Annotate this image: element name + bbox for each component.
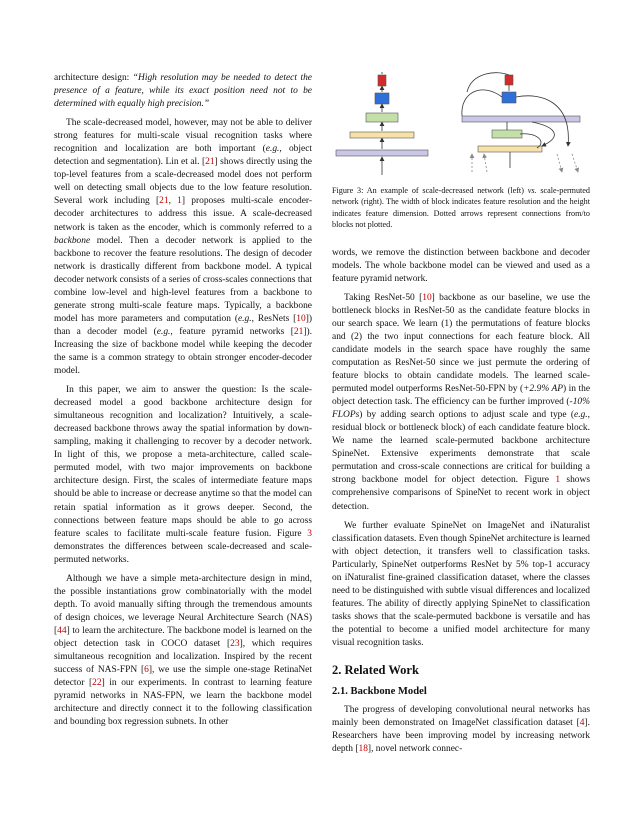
citation-link[interactable]: 21: [205, 157, 215, 168]
block-lavender: [462, 116, 580, 122]
block-green: [366, 113, 398, 122]
paragraph-intro-quote: architecture design: “High resolution may be needed to detect the presence of a feature, while its exact position need not to be determined with equally high precision.”: [54, 73, 312, 110]
citation-link[interactable]: 18: [358, 744, 368, 755]
citation-link[interactable]: 21: [159, 196, 169, 207]
figure-link[interactable]: 3: [307, 528, 312, 539]
block-blue: [502, 92, 516, 103]
left-column: [54, 72, 312, 729]
citation-link[interactable]: 22: [92, 678, 102, 689]
paragraph-scale-decreased: The scale-decreased model, however, may not be able to deliver strong features for multi-scale visual recognition tasks where recognition and localization are both important (e.g., object detection and segmentation). Lin et al. [21] shows directly using the top-level features from a scale-decreased model does not perform well on detecting small objects due to the low feature resolution. Several work including [21, 1] proposes multi-scale encoder-decoder architectures to address this issue. A scale-decreased network is taken as the encoder, which is commonly referred to a backbone model. Then a decoder network is applied to the backbone to recover the feature resolutions. The design of decoder network is drastically different from backbone model. A typical decoder network consists of a series of cross-scales connections that combine low-level and high-level features from a backbone to generate strong multi-scale feature maps. Typically, a backbone model has more parameters and computation (e.g., ResNets [10]) than a decoder model (e.g., feature pyramid networks [21]). Increasing the size of backbone model while keeping the decoder the same is a common strategy to obtain stronger encoder-decoder model.: [54, 118, 313, 377]
citation-link[interactable]: 1: [177, 196, 182, 207]
paragraph-words: words, we remove the distinction between backbone and decoder models. The whole backbone model can be viewed and used as a feature pyramid network.: [332, 247, 590, 284]
subsection-heading-backbone: 2.1. Backbone Model: [332, 686, 427, 698]
network-diagram-svg: [332, 72, 590, 177]
citation-link[interactable]: 21: [293, 326, 304, 337]
block-blue: [375, 93, 389, 104]
block-green: [492, 130, 522, 138]
citation-link[interactable]: 23: [230, 638, 240, 649]
block-red: [378, 75, 386, 86]
scale-permuted-network: [462, 73, 580, 172]
citation-link[interactable]: 4: [579, 718, 585, 729]
paragraph-nas: Although we have a simple meta-architecture design in mind, the possible instantiations grow combinatorially with the model depth. To avoid manually sifting through the tremendous amounts of design choices, we leverage Neural Architecture Search (NAS) [44] to learn the architecture. The backbone model is learned on the object detection task in COCO dataset [23], which requires simultaneous recognition and localization. Inspired by the recent success of NAS-FPN [6], we use the simple one-stage RetinaNet detector [22] in our experiments. In contrast to learning feature pyramid networks in NAS-FPN, we learn the backbone model architecture and directly connect it to the following classification and bounding box regression subnets. In other: [54, 573, 312, 728]
citation-link[interactable]: 6: [144, 665, 149, 676]
paragraph-imagenet: We further evaluate SpineNet on ImageNet and iNaturalist classification datasets. Even though SpineNet architecture is learned with object detection, it transfers well to classification tasks. Particularly, SpineNet outperforms ResNet by 5% top-1 accuracy on iNaturalist fine-grained classification dataset, where the classes need to be distinguished with subtle visual differences and localized features. The ability of directly applying SpineNet to classification tasks shows that the scale-permuted backbone is versatile and has the potential to become a unified model architecture for many visual recognition tasks.: [332, 520, 590, 648]
block-lavender: [336, 150, 428, 156]
block-yellow: [478, 146, 542, 152]
right-column: [332, 72, 590, 756]
figure-link[interactable]: 1: [555, 475, 561, 486]
section-heading-related-work: 2. Related Work: [332, 663, 419, 678]
citation-link[interactable]: 44: [57, 625, 67, 636]
paragraph-backbone-progress: The progress of developing convolutional neural networks has mainly been demonstrated on ImageNet classification dataset [4]. Researchers have been improving model by increasing network depth [18], novel network connec-: [332, 705, 590, 755]
paragraph-aim: In this paper, we aim to answer the question: Is the scale-decreased model a good backbone architecture design for simultaneous recognition and localization? Intuitively, a scale-decreased backbone throws away the spatial information by down-sampling, making it challenging to recover by a decoder network. In light of this, we propose a meta-architecture, called scale-permuted model, with two major improvements on backbone architecture design. First, the scales of intermediate feature maps should be able to increase or decrease anytime so that the model can retain spatial information as it grows deeper. Second, the connections between feature maps should be able to go across feature scales to facilitate multi-scale feature fusion. Figure 3 demonstrates the differences between scale-decreased and scale-permuted networks.: [54, 385, 312, 565]
block-yellow: [350, 132, 414, 138]
figure-3-caption: Figure 3: An example of scale-decreased network (left) vs. scale-permuted network (right). The width of block indicates feature resolution and the height indicates feature dimension. Dotted arrows represent connections from/to blocks not plotted.: [332, 186, 590, 230]
figure-3-diagram: [332, 72, 590, 177]
scale-decreased-network: [336, 72, 428, 175]
citation-link[interactable]: 10: [422, 292, 432, 303]
block-red: [505, 75, 513, 85]
citation-link[interactable]: 10: [296, 313, 306, 324]
paragraph-resnet50: Taking ResNet-50 [10] backbone as our baseline, we use the bottleneck blocks in ResNet-50 as the candidate feature blocks in our search space. We learn (1) the permutations of feature blocks and (2) the two input connections for each feature block. All candidate models in the search space have roughly the same computation as ResNet-50 since we just permute the ordering of feature blocks to obtain candidate models. The learned scale-permuted model outperforms ResNet-50-FPN by (+2.9% AP) in the object detection task. The efficiency can be further improved (-10% FLOPs) by adding search options to adjust scale and type (e.g., residual block or bottleneck block) of each candidate feature block. We name the learned scale-permuted backbone architecture SpineNet. Extensive experiments demonstrate that scale permutation and cross-scale connections are critical for building a strong backbone model for object detection. Figure 1 shows comprehensive comparisons of SpineNet to recent work in object detection.: [332, 292, 591, 512]
